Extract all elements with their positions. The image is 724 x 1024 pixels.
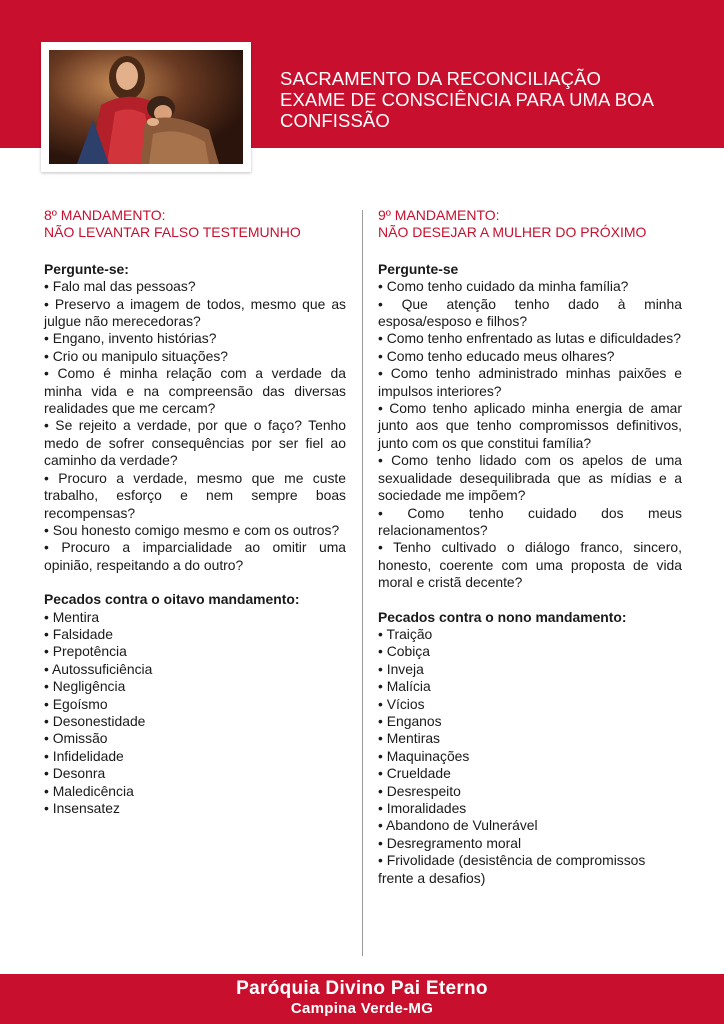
question-item: • Que atenção tenho dado à minha esposa/esposo e filhos? [378,295,682,330]
sin-item: • Desrespeito [378,782,461,799]
parish-name: Paróquia Divino Pai Eterno [236,978,488,999]
jesus-painting-icon [49,50,243,164]
column-divider [362,210,363,956]
question-item: • Procuro a imparcialidade ao omitir uma opinião, respeitando a do outro? [44,539,346,573]
sin-item: • Vícios [378,695,425,712]
question-item: • Procuro a verdade, mesmo que me custe trabalho, esforço e nem sempre boas recompensas? [44,469,346,521]
question-item: • Se rejeito a verdade, por que o faço? Tenho medo de sofrer consequências por ser fiel ao caminho da verdade? [44,417,346,469]
heading-line-2: NÃO DESEJAR A MULHER DO PRÓXIMO [378,224,647,241]
question-item: • Falo mal das pessoas? [44,278,196,295]
sin-item: • Desregramento moral [378,834,522,851]
sin-item: • Traição [378,625,433,642]
heading-line-2: NÃO LEVANTAR FALSO TESTEMUNHO [44,224,301,241]
question-item: • Crio ou manipulo situações? [44,347,228,364]
questions-list [44,278,346,574]
sin-item: • Autossuficiência [44,660,153,677]
sin-item: • Inveja [378,660,424,677]
title-line-2: EXAME DE CONSCIÊNCIA PARA UMA BOA [280,89,655,110]
questions-title: Pergunte-se: [44,260,129,277]
sins-list [378,626,682,887]
sin-item: • Imoralidades [378,800,467,816]
footer [0,974,724,1024]
sin-item: • Frivolidade (desistência de compromissos frente a desafios) [378,852,646,886]
sin-item: • Abandono de Vulnerável [378,817,538,834]
sin-item: • Maquinações [378,747,470,764]
sin-item: • Mentiras [378,730,440,747]
eighth-commandment-heading [44,207,346,242]
sin-item: • Crueldade [378,765,451,782]
question-item: • Como tenho lidado com os apelos de uma sexualidade desequilibrada que as mídias e a sociedade me impõem? [378,452,682,504]
sin-item: • Desonra [44,765,106,782]
heading-line-1: 9º MANDAMENTO: [378,207,500,223]
ninth-commandment-column [378,207,682,887]
questions-title: Pergunte-se [378,260,459,277]
question-item: • Como tenho educado meus olhares? [378,347,615,364]
sin-item: • Falsidade [44,625,113,642]
sin-item: • Enganos [378,712,442,729]
parish-city: Campina Verde-MG [290,1000,434,1017]
sin-item: • Mentira [44,608,100,625]
document-title [280,68,700,131]
sin-item: • Insensatez [44,800,120,816]
question-item: • Preservo a imagem de todos, mesmo que as julgue não merecedoras? [44,295,346,330]
sin-item: • Cobiça [378,643,430,660]
sin-item: • Prepotência [44,643,127,660]
sin-item: • Infidelidade [44,747,124,764]
jesus-painting-frame [41,42,251,172]
sins-title: Pecados contra o oitavo mandamento: [44,591,300,608]
sin-item: • Omissão [44,730,108,747]
sins-list [44,609,346,818]
questions-list [378,278,682,591]
question-item: • Como tenho administrado minhas paixões e impulsos interiores? [378,365,682,399]
question-item: • Como é minha relação com a verdade da minha vida e na compreensão das diversas realidades que me cercam? [44,365,346,417]
question-item: • Sou honesto comigo mesmo e com os outros? [44,521,340,538]
sin-item: • Desonestidade [44,712,146,729]
sin-item: • Maledicência [44,782,134,799]
question-item: • Como tenho cuidado dos meus relacionamentos? [378,504,682,538]
sin-item: • Negligência [44,678,126,695]
sin-item: • Malícia [378,678,431,695]
question-item: • Como tenho aplicado minha energia de amar junto aos que tenho compromissos definitivos, junto com os que constitui família? [378,400,682,451]
question-item: • Como tenho enfrentado as lutas e dificuldades? [378,330,681,347]
question-item: • Como tenho cuidado da minha família? [378,278,629,295]
jesus-painting-image [49,50,243,164]
question-item: • Engano, invento histórias? [44,330,217,347]
ninth-commandment-heading [378,207,682,242]
title-line-3: CONFISSÃO [280,110,390,131]
title-line-1: SACRAMENTO DA RECONCILIAÇÃO [280,68,602,89]
heading-line-1: 8º MANDAMENTO: [44,207,166,223]
sin-item: • Egoísmo [44,695,108,712]
eighth-commandment-column [44,207,346,817]
question-item: • Tenho cultivado o diálogo franco, sincero, honesto, coerente com uma proposta de vida moral e cristã decente? [378,539,682,591]
sins-title: Pecados contra o nono mandamento: [378,608,627,625]
